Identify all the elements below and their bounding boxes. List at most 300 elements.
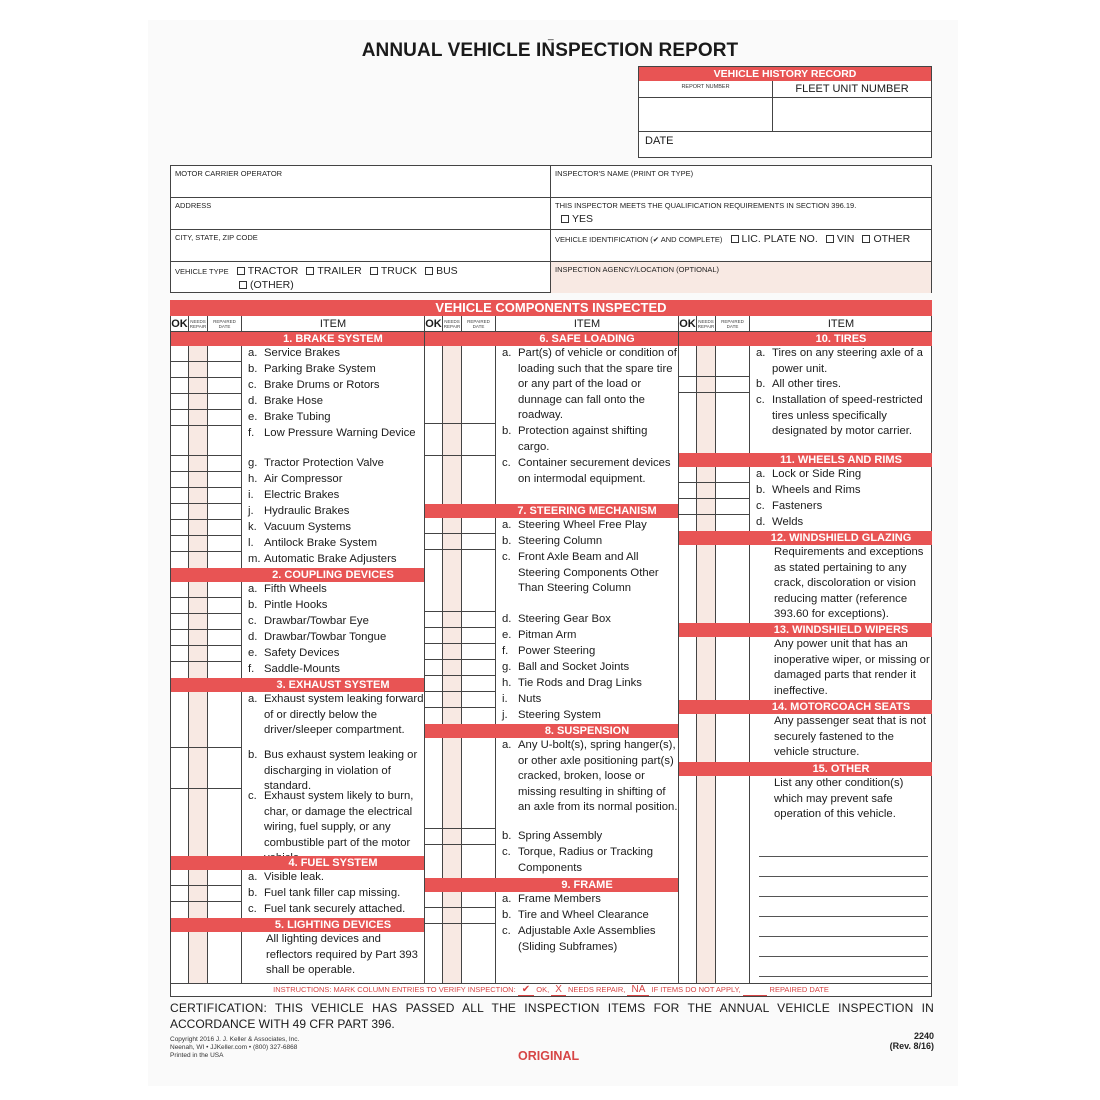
needs-repair-cell[interactable] bbox=[189, 362, 208, 378]
needs-repair-cell[interactable] bbox=[443, 692, 462, 708]
item-letter: c. bbox=[756, 394, 765, 406]
writing-line[interactable] bbox=[759, 856, 928, 857]
repaired-date-cell[interactable] bbox=[208, 552, 242, 568]
needs-repair-cell[interactable] bbox=[443, 456, 462, 504]
qualification-yes[interactable]: YES bbox=[561, 213, 927, 225]
repaired-date-cell[interactable] bbox=[208, 410, 242, 426]
repaired-date-cell[interactable] bbox=[716, 499, 750, 515]
ok-cell[interactable] bbox=[171, 886, 189, 902]
needs-repair-cell[interactable] bbox=[189, 630, 208, 646]
form-number bbox=[868, 1031, 934, 1051]
section-title: 10. TIRES bbox=[815, 333, 867, 345]
inspection-item-row bbox=[425, 692, 678, 708]
inspection-agency-field[interactable] bbox=[551, 262, 931, 293]
inspection-item-row bbox=[679, 515, 932, 531]
repaired-date-cell[interactable] bbox=[208, 646, 242, 662]
repaired-date-cell[interactable] bbox=[208, 378, 242, 394]
needs-repair-cell[interactable] bbox=[189, 870, 208, 886]
needs-repair-cell[interactable] bbox=[697, 776, 716, 974]
repaired-date-cell[interactable] bbox=[462, 676, 496, 692]
repaired-date-cell[interactable] bbox=[716, 483, 750, 499]
repaired-date-cell[interactable] bbox=[462, 456, 496, 504]
item-letter: f. bbox=[502, 645, 509, 657]
filler-cell bbox=[443, 974, 462, 983]
repaired-date-cell[interactable] bbox=[462, 892, 496, 908]
section-header bbox=[679, 332, 932, 346]
needs-repair-cell[interactable] bbox=[189, 614, 208, 630]
repaired-date-cell[interactable] bbox=[716, 545, 750, 623]
item-letter: d. bbox=[248, 631, 258, 643]
item-letter: a. bbox=[502, 347, 512, 359]
ok-cell[interactable] bbox=[425, 644, 443, 660]
repaired-date-cell[interactable] bbox=[462, 738, 496, 829]
repaired-date-cell[interactable] bbox=[208, 520, 242, 536]
item-text: List any other condition(s) which may prevent safe operation of this vehicle. bbox=[774, 777, 904, 820]
item-letter: c. bbox=[502, 846, 511, 858]
needs-repair-cell[interactable] bbox=[189, 646, 208, 662]
ok-cell[interactable] bbox=[425, 550, 443, 612]
needs-repair-cell[interactable] bbox=[697, 515, 716, 531]
needs-repair-cell[interactable] bbox=[697, 499, 716, 515]
ok-cell[interactable] bbox=[171, 552, 189, 568]
ok-cell[interactable] bbox=[425, 924, 443, 974]
ok-cell[interactable] bbox=[171, 410, 189, 426]
section-header bbox=[679, 700, 932, 714]
ok-cell[interactable] bbox=[171, 614, 189, 630]
needs-repair-cell[interactable] bbox=[443, 644, 462, 660]
ok-cell[interactable] bbox=[425, 660, 443, 676]
needs-repair-cell[interactable] bbox=[189, 504, 208, 520]
checkbox[interactable] bbox=[826, 235, 834, 243]
ok-cell[interactable] bbox=[171, 932, 189, 978]
repaired-date-cell[interactable] bbox=[208, 394, 242, 410]
checkbox[interactable] bbox=[731, 235, 739, 243]
item-text: c. Fasteners bbox=[750, 499, 932, 515]
needs-repair-cell[interactable] bbox=[443, 845, 462, 878]
item-letter: b. bbox=[248, 887, 258, 899]
inspector-name-field[interactable] bbox=[551, 166, 931, 198]
inspection-item-row bbox=[679, 499, 932, 515]
ok-cell[interactable] bbox=[171, 646, 189, 662]
ok-cell[interactable] bbox=[425, 424, 443, 456]
item-letter: c. bbox=[248, 379, 257, 391]
item-text: e. Safety Devices bbox=[242, 646, 424, 662]
report-number-label: REPORT NUMBER bbox=[639, 81, 773, 98]
repaired-date-cell[interactable] bbox=[716, 377, 750, 393]
item-text: j. Hydraulic Brakes bbox=[242, 504, 424, 520]
needs-repair-cell[interactable] bbox=[697, 483, 716, 499]
needs-repair-cell[interactable] bbox=[443, 550, 462, 612]
item-letter: c. bbox=[756, 500, 765, 512]
inspection-item-row bbox=[171, 886, 424, 902]
ok-cell[interactable] bbox=[425, 456, 443, 504]
ok-cell[interactable] bbox=[425, 829, 443, 845]
repaired-date-cell[interactable] bbox=[208, 488, 242, 504]
repaired-date-cell[interactable] bbox=[208, 426, 242, 456]
header-item: ITEM bbox=[827, 318, 855, 330]
repaired-date-cell[interactable] bbox=[462, 845, 496, 878]
checkbox[interactable] bbox=[561, 215, 569, 223]
ok-cell[interactable] bbox=[679, 776, 697, 974]
needs-repair-cell[interactable] bbox=[189, 902, 208, 918]
needs-repair-cell[interactable] bbox=[443, 676, 462, 692]
repaired-date-cell[interactable] bbox=[208, 456, 242, 472]
section-title: 2. COUPLING DEVICES bbox=[272, 569, 394, 581]
ok-cell[interactable] bbox=[171, 346, 189, 362]
ok-cell[interactable] bbox=[425, 708, 443, 724]
header-item: ITEM bbox=[573, 318, 601, 330]
inspection-item-row bbox=[679, 346, 932, 377]
needs-repair-cell[interactable] bbox=[443, 534, 462, 550]
repaired-date-cell[interactable] bbox=[716, 714, 750, 762]
repaired-date-cell[interactable] bbox=[716, 515, 750, 531]
inspection-item-row bbox=[171, 394, 424, 410]
components-table bbox=[170, 316, 932, 984]
needs-repair-cell[interactable] bbox=[189, 932, 208, 978]
city-state-zip-field[interactable] bbox=[171, 230, 551, 262]
repaired-date-cell[interactable] bbox=[462, 908, 496, 924]
repaired-date-cell[interactable] bbox=[208, 662, 242, 678]
item-text: c. Front Axle Beam and All Steering Components Other Than Steering Column bbox=[502, 551, 659, 594]
checkbox[interactable] bbox=[237, 267, 245, 275]
ok-cell[interactable] bbox=[171, 902, 189, 918]
needs-repair-cell[interactable] bbox=[443, 738, 462, 829]
needs-repair-cell[interactable] bbox=[189, 488, 208, 504]
inspection-item-row bbox=[171, 692, 424, 748]
ok-cell[interactable] bbox=[171, 504, 189, 520]
item-letter: c. bbox=[502, 551, 511, 563]
ok-cell[interactable] bbox=[679, 467, 697, 483]
needs-repair-cell[interactable] bbox=[189, 552, 208, 568]
repaired-date-cell[interactable] bbox=[462, 644, 496, 660]
vehicle-identification-label: VEHICLE IDENTIFICATION (✔ AND COMPLETE) bbox=[555, 235, 723, 244]
item-text: i. Nuts bbox=[496, 692, 678, 708]
ok-cell[interactable] bbox=[425, 892, 443, 908]
item-letter: i. bbox=[248, 489, 254, 501]
ok-cell[interactable] bbox=[679, 499, 697, 515]
needs-repair-cell[interactable] bbox=[189, 536, 208, 552]
item-letter: j. bbox=[502, 709, 508, 721]
needs-repair-cell[interactable] bbox=[443, 660, 462, 676]
checkbox[interactable] bbox=[239, 281, 247, 289]
item-letter: b. bbox=[248, 749, 258, 761]
repaired-date-cell[interactable] bbox=[208, 692, 242, 748]
inspection-item-row bbox=[171, 456, 424, 472]
item-letter: a. bbox=[756, 468, 766, 480]
ok-cell[interactable] bbox=[425, 692, 443, 708]
ok-cell[interactable] bbox=[425, 518, 443, 534]
item-letter: a. bbox=[248, 693, 258, 705]
repaired-date-cell[interactable] bbox=[208, 504, 242, 520]
ok-cell[interactable] bbox=[171, 870, 189, 886]
item-letter: a. bbox=[756, 347, 766, 359]
item-letter: d. bbox=[502, 613, 512, 625]
vehicle-type-bus[interactable]: BUS bbox=[425, 265, 458, 277]
item-text: c. Installation of speed-restricted tires unless specifically designated by motor carrier. bbox=[756, 394, 923, 437]
item-text: Any passenger seat that is not securely fastened to the vehicle structure. bbox=[774, 715, 926, 758]
section-title: 3. EXHAUST SYSTEM bbox=[276, 679, 390, 691]
needs-repair-cell[interactable] bbox=[189, 378, 208, 394]
inspection-item-row bbox=[171, 520, 424, 536]
needs-repair-cell[interactable] bbox=[443, 924, 462, 974]
address-field[interactable] bbox=[171, 198, 551, 230]
repaired-date-cell[interactable] bbox=[716, 776, 750, 974]
needs-repair-cell[interactable] bbox=[189, 886, 208, 902]
ok-cell[interactable] bbox=[171, 598, 189, 614]
item-text: c. Exhaust system likely to burn, char, or damage the electrical wiring, fuel supply, or any combustible part of the motor bbox=[248, 790, 414, 849]
repaired-date-cell[interactable] bbox=[462, 612, 496, 628]
item-text: f. Low Pressure Warning Device bbox=[242, 426, 424, 442]
inspection-item-row bbox=[171, 426, 424, 456]
repaired-date-cell[interactable] bbox=[462, 692, 496, 708]
needs-repair-cell[interactable] bbox=[189, 692, 208, 748]
item-text: a. Part(s) of vehicle or condition of loading such that the spare tire or any part of the load or dunnage can fall onto the roadway. bbox=[502, 347, 677, 421]
ok-cell[interactable] bbox=[171, 472, 189, 488]
vehicle-type-field bbox=[171, 262, 551, 293]
vehicle-id-vin[interactable]: VIN bbox=[826, 233, 855, 245]
repair-mark: X bbox=[551, 984, 566, 996]
repaired-date-cell[interactable] bbox=[208, 932, 242, 978]
ok-cell[interactable] bbox=[679, 393, 697, 453]
needs-repair-cell[interactable] bbox=[443, 628, 462, 644]
needs-repair-cell[interactable] bbox=[697, 714, 716, 762]
filler-row bbox=[425, 974, 678, 983]
ok-cell[interactable] bbox=[171, 630, 189, 646]
repaired-date-cell[interactable] bbox=[462, 534, 496, 550]
inspection-item-row bbox=[425, 534, 678, 550]
certification-line-2: ACCORDANCE WITH 49 CFR PART 396. bbox=[170, 1017, 395, 1031]
inspection-item-row bbox=[425, 424, 678, 456]
needs-repair-cell[interactable] bbox=[443, 346, 462, 424]
inspection-item-row bbox=[679, 483, 932, 499]
item-letter: a. bbox=[502, 519, 512, 531]
repaired-date-cell[interactable] bbox=[716, 637, 750, 700]
item-text: a. Tires on any steering axle of a power unit. bbox=[756, 347, 923, 375]
section-title: 7. STEERING MECHANISM bbox=[517, 505, 657, 517]
inspection-item-row bbox=[425, 612, 678, 628]
repaired-date-cell[interactable] bbox=[208, 886, 242, 902]
ok-cell[interactable] bbox=[425, 845, 443, 878]
page-title: ANNUAL VEHICLE INSPECTION REPORT bbox=[361, 40, 739, 61]
needs-repair-cell[interactable] bbox=[189, 789, 208, 856]
fleet-unit-field[interactable] bbox=[773, 98, 931, 132]
item-text: d. Welds bbox=[750, 515, 932, 531]
repaired-date-cell[interactable] bbox=[208, 582, 242, 598]
inspection-item-row bbox=[171, 646, 424, 662]
writing-line[interactable] bbox=[759, 956, 928, 957]
item-text: g. Tractor Protection Valve bbox=[242, 456, 424, 472]
ok-cell[interactable] bbox=[679, 377, 697, 393]
needs-repair-cell[interactable] bbox=[697, 346, 716, 377]
ok-cell[interactable] bbox=[171, 378, 189, 394]
needs-repair-cell[interactable] bbox=[189, 346, 208, 362]
needs-repair-cell[interactable] bbox=[189, 662, 208, 678]
section-title: 15. OTHER bbox=[812, 763, 870, 775]
needs-repair-cell[interactable] bbox=[189, 410, 208, 426]
section-title: 4. FUEL SYSTEM bbox=[288, 857, 378, 869]
ok-cell[interactable] bbox=[679, 515, 697, 531]
repaired-date-cell[interactable] bbox=[462, 346, 496, 424]
section-title: 1. BRAKE SYSTEM bbox=[283, 333, 383, 345]
ok-cell[interactable] bbox=[171, 692, 189, 748]
ok-cell[interactable] bbox=[679, 483, 697, 499]
needs-repair-cell[interactable] bbox=[189, 394, 208, 410]
ok-cell[interactable] bbox=[425, 628, 443, 644]
ok-cell[interactable] bbox=[171, 362, 189, 378]
ok-cell[interactable] bbox=[171, 488, 189, 504]
item-text: c. Adjustable Axle Assemblies (Sliding Subframes) bbox=[502, 925, 656, 953]
ok-cell[interactable] bbox=[171, 456, 189, 472]
report-number-field[interactable] bbox=[639, 98, 773, 132]
needs-repair-cell[interactable] bbox=[443, 612, 462, 628]
repaired-blank bbox=[743, 984, 768, 996]
needs-repair-cell[interactable] bbox=[697, 545, 716, 623]
needs-repair-cell[interactable] bbox=[697, 637, 716, 700]
checkbox[interactable] bbox=[425, 267, 433, 275]
section-header bbox=[425, 332, 678, 346]
inspection-item-row bbox=[171, 748, 424, 792]
needs-repair-cell[interactable] bbox=[189, 472, 208, 488]
repaired-date-cell[interactable] bbox=[208, 870, 242, 886]
item-letter: h. bbox=[248, 473, 258, 485]
item-text: a. Visible leak. bbox=[242, 870, 424, 886]
certification-line-1: CERTIFICATION: THIS VEHICLE HAS PASSED ALL THE INSPECTION ITEMS FOR THE ANNUAL VEHICLE INSPECTION IN bbox=[170, 1001, 934, 1015]
needs-repair-cell[interactable] bbox=[443, 892, 462, 908]
inspection-item-row bbox=[679, 545, 932, 623]
ok-cell[interactable] bbox=[171, 520, 189, 536]
needs-repair-cell[interactable] bbox=[443, 829, 462, 845]
ok-cell[interactable] bbox=[425, 676, 443, 692]
needs-repair-cell[interactable] bbox=[189, 456, 208, 472]
item-text: c. Container securement devices on intermodal equipment. bbox=[502, 457, 671, 485]
needs-repair-cell[interactable] bbox=[697, 393, 716, 453]
repaired-date-cell[interactable] bbox=[462, 660, 496, 676]
ok-cell[interactable] bbox=[425, 738, 443, 829]
repaired-date-cell[interactable] bbox=[716, 346, 750, 377]
inspection-item-row bbox=[425, 829, 678, 845]
writing-line[interactable] bbox=[759, 916, 928, 917]
checkbox[interactable] bbox=[862, 235, 870, 243]
section-title: 13. WINDSHIELD WIPERS bbox=[773, 624, 909, 636]
top-mark: _ bbox=[548, 30, 554, 41]
needs-repair-cell[interactable] bbox=[189, 520, 208, 536]
item-letter: b. bbox=[502, 425, 512, 437]
section-title: 14. MOTORCOACH SEATS bbox=[771, 701, 911, 713]
repaired-date-cell[interactable] bbox=[208, 748, 242, 789]
ok-cell[interactable] bbox=[679, 637, 697, 700]
needs-repair-cell[interactable] bbox=[697, 377, 716, 393]
ok-cell[interactable] bbox=[171, 536, 189, 552]
section-title: 6. SAFE LOADING bbox=[539, 333, 635, 345]
header-needs-repair: NEEDS REPAIR bbox=[189, 316, 208, 332]
ok-cell[interactable] bbox=[171, 394, 189, 410]
repaired-date-cell[interactable] bbox=[462, 924, 496, 974]
needs-repair-cell[interactable] bbox=[443, 908, 462, 924]
ok-cell[interactable] bbox=[171, 426, 189, 456]
ok-cell[interactable] bbox=[679, 346, 697, 377]
ok-cell[interactable] bbox=[171, 789, 189, 856]
repaired-date-cell[interactable] bbox=[462, 550, 496, 612]
writing-line[interactable] bbox=[759, 896, 928, 897]
copyright-line: Copyright 2016 J. J. Keller & Associates, Inc. bbox=[170, 1036, 300, 1043]
repaired-date-cell[interactable] bbox=[208, 789, 242, 856]
address-line: Neenah, WI • JJKeller.com • (800) 327-6868 bbox=[170, 1044, 298, 1051]
repaired-date-cell[interactable] bbox=[208, 362, 242, 378]
vehicle-type-tractor[interactable]: TRACTOR bbox=[237, 265, 299, 277]
inspection-item-row bbox=[425, 660, 678, 676]
vehicle-id-plate[interactable]: LIC. PLATE NO. bbox=[731, 233, 818, 245]
ok-cell[interactable] bbox=[425, 534, 443, 550]
needs-repair-cell[interactable] bbox=[189, 426, 208, 456]
repaired-date-cell[interactable] bbox=[208, 630, 242, 646]
instructions-text: INSTRUCTIONS: MARK COLUMN ENTRIES TO VERIFY INSPECTION: bbox=[273, 985, 516, 994]
item-text: a. Any U-bolt(s), spring hanger(s), or other axle positioning part(s) cracked, broken, loose or missing resulting in shifting of an axle from its normal position. bbox=[502, 739, 678, 813]
vehicle-type-trailer[interactable]: TRAILER bbox=[306, 265, 361, 277]
ok-cell[interactable] bbox=[679, 545, 697, 623]
repaired-date-cell[interactable] bbox=[208, 346, 242, 362]
repaired-date-cell[interactable] bbox=[208, 598, 242, 614]
repaired-date-cell[interactable] bbox=[716, 393, 750, 453]
vehicle-type-other[interactable]: (OTHER) bbox=[239, 279, 546, 291]
checkbox[interactable] bbox=[370, 267, 378, 275]
item-text: m. Automatic Brake Adjusters bbox=[242, 552, 424, 568]
ok-cell[interactable] bbox=[425, 908, 443, 924]
inspection-item-row bbox=[171, 488, 424, 504]
item-text: c. Brake Drums or Rotors bbox=[242, 378, 424, 394]
repaired-date-cell[interactable] bbox=[716, 467, 750, 483]
writing-line[interactable] bbox=[759, 876, 928, 877]
repaired-date-cell[interactable] bbox=[462, 708, 496, 724]
needs-repair-cell[interactable] bbox=[189, 748, 208, 789]
filler-cell bbox=[716, 974, 750, 983]
repaired-date-cell[interactable] bbox=[208, 614, 242, 630]
inspection-item-row bbox=[425, 924, 678, 974]
repaired-date-cell[interactable] bbox=[462, 628, 496, 644]
checkbox[interactable] bbox=[306, 267, 314, 275]
writing-line[interactable] bbox=[759, 936, 928, 937]
needs-repair-cell[interactable] bbox=[443, 518, 462, 534]
item-text: a. Frame Members bbox=[496, 892, 678, 908]
ok-cell[interactable] bbox=[679, 714, 697, 762]
inspection-item-row bbox=[171, 410, 424, 426]
repaired-date-cell[interactable] bbox=[208, 536, 242, 552]
vehicle-id-other[interactable]: OTHER bbox=[862, 233, 910, 245]
motor-carrier-field[interactable] bbox=[171, 166, 551, 198]
repaired-date-cell[interactable] bbox=[208, 902, 242, 918]
inspection-item-row bbox=[425, 346, 678, 424]
inspection-item-row bbox=[171, 932, 424, 978]
repaired-date-cell[interactable] bbox=[462, 424, 496, 456]
item-text: a. Exhaust system leaking forward of or directly below the driver/sleeper compartment. bbox=[248, 693, 424, 736]
needs-repair-cell[interactable] bbox=[189, 598, 208, 614]
ok-cell[interactable] bbox=[171, 582, 189, 598]
vehicle-type-truck[interactable]: TRUCK bbox=[370, 265, 417, 277]
needs-repair-cell[interactable] bbox=[443, 708, 462, 724]
repaired-date-cell[interactable] bbox=[208, 472, 242, 488]
item-text: b. Pintle Hooks bbox=[242, 598, 424, 614]
needs-repair-cell[interactable] bbox=[697, 467, 716, 483]
repaired-date-cell[interactable] bbox=[462, 518, 496, 534]
needs-repair-cell[interactable] bbox=[189, 582, 208, 598]
ok-cell[interactable] bbox=[425, 612, 443, 628]
repaired-date-cell[interactable] bbox=[462, 829, 496, 845]
needs-repair-cell[interactable] bbox=[443, 424, 462, 456]
ok-cell[interactable] bbox=[425, 346, 443, 424]
ok-cell[interactable] bbox=[171, 662, 189, 678]
ok-cell[interactable] bbox=[171, 748, 189, 789]
inspection-item-row bbox=[425, 456, 678, 504]
item-text: b. Wheels and Rims bbox=[750, 483, 932, 499]
